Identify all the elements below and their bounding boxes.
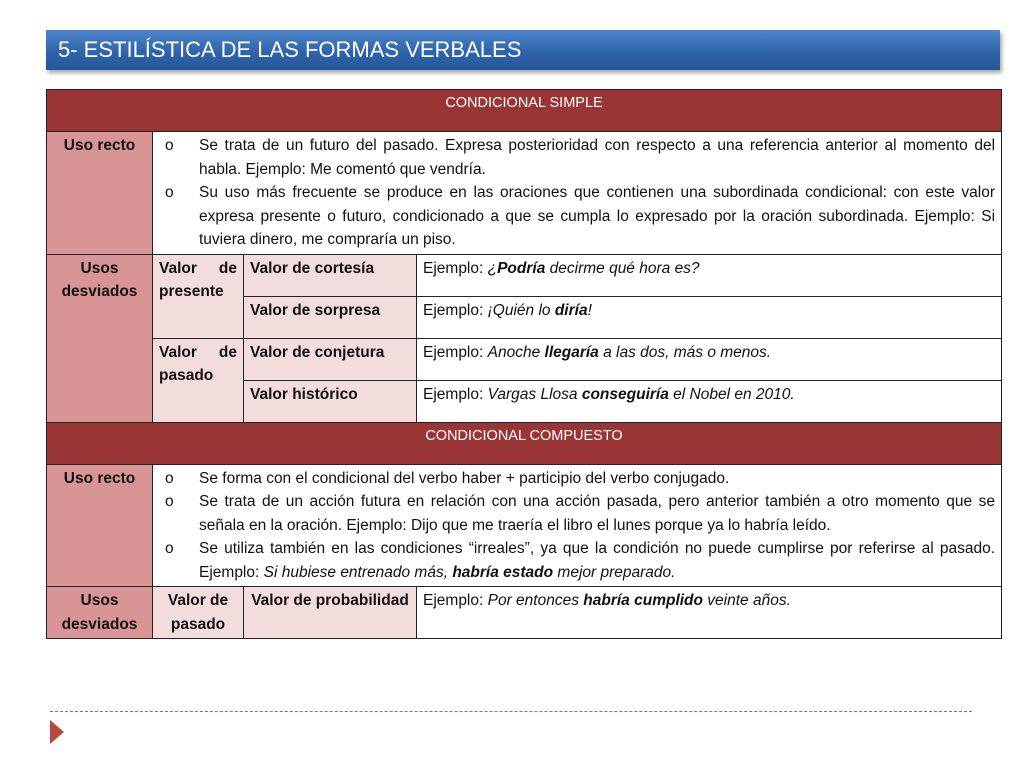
label-valor-pasado: Valor de pasado (153, 587, 244, 639)
slide-title: 5- ESTILÍSTICA DE LAS FORMAS VERBALES (46, 30, 1000, 70)
bullet-icon: o (165, 137, 174, 154)
list-item: o Se trata de un futuro del pasado. Expresa posterioridad con respecto a una referencia anterior al momento del habla. Ejemplo: Me comentó que vendría. (159, 134, 995, 181)
header-condicional-simple: CONDICIONAL SIMPLE (47, 90, 1002, 132)
row-compuesto-desviados (47, 587, 1002, 639)
list-item: o Se forma con el condicional del verbo haber + participio del verbo conjugado. (159, 467, 995, 491)
example-cortesia: Ejemplo: ¿Podría decirme qué hora es? (417, 254, 1002, 296)
header-row-simple (47, 90, 1002, 132)
label-valor-conjetura: Valor de conjetura (244, 338, 417, 380)
example-sorpresa: Ejemplo: ¡Quién lo diría! (417, 296, 1002, 338)
bullet-list (159, 134, 995, 252)
label-usos-desviados: Usos desviados (47, 254, 153, 422)
example-historico: Ejemplo: Vargas Llosa conseguiría el Nobel en 2010. (417, 380, 1002, 422)
bullet-icon: o (165, 540, 174, 557)
header-condicional-compuesto: CONDICIONAL COMPUESTO (47, 422, 1002, 464)
list-item: o Su uso más frecuente se produce en las oraciones que contienen una subordinada condicional: con este valor expresa presente o futuro, condicionado a que se cumpla lo expresado por la oración subordinada. Ejemplo: Si tuviera dinero, me compraría un piso. (159, 181, 995, 252)
example-probabilidad: Ejemplo: Por entonces habría cumplido veinte años. (417, 587, 1002, 639)
list-item: o Se trata de un acción futura en relación con una acción pasada, pero anterior también a otro momento que se señala en la oración. Ejemplo: Dijo que me traería el libro el lunes porque ya lo habría leído. (159, 490, 995, 537)
label-valor-pasado: Valor de pasado (153, 338, 244, 422)
uso-recto-content (153, 464, 1002, 587)
uso-recto-content (153, 132, 1002, 255)
list-item: o Se utiliza también en las condiciones “irreales”, ya que la condición no puede cumplirse por referirse al pasado. Ejemplo: Si hubiese entrenado más, habría estado mejor preparado. (159, 537, 995, 584)
conditional-table (46, 89, 1002, 639)
label-valor-historico: Valor histórico (244, 380, 417, 422)
row-compuesto-uso-recto (47, 464, 1002, 587)
label-usos-desviados: Usos desviados (47, 587, 153, 639)
label-valor-sorpresa: Valor de sorpresa (244, 296, 417, 338)
label-uso-recto: Uso recto (47, 464, 153, 587)
footer-divider (50, 711, 972, 712)
bullet-icon: o (165, 493, 174, 510)
row-simple-uso-recto (47, 132, 1002, 255)
header-row-compuesto (47, 422, 1002, 464)
label-valor-presente: Valor de presente (153, 254, 244, 338)
label-uso-recto: Uso recto (47, 132, 153, 255)
label-valor-cortesia: Valor de cortesía (244, 254, 417, 296)
row-simple-cortesia (47, 254, 1002, 296)
bullet-icon: o (165, 469, 174, 487)
row-simple-conjetura (47, 338, 1002, 380)
bullet-list (159, 467, 995, 585)
example-conjetura: Ejemplo: Anoche llegaría a las dos, más o menos. (417, 338, 1002, 380)
bullet-icon: o (165, 184, 174, 201)
label-valor-probabilidad: Valor de probabilidad (244, 587, 417, 639)
nav-arrow-icon[interactable] (48, 719, 68, 745)
